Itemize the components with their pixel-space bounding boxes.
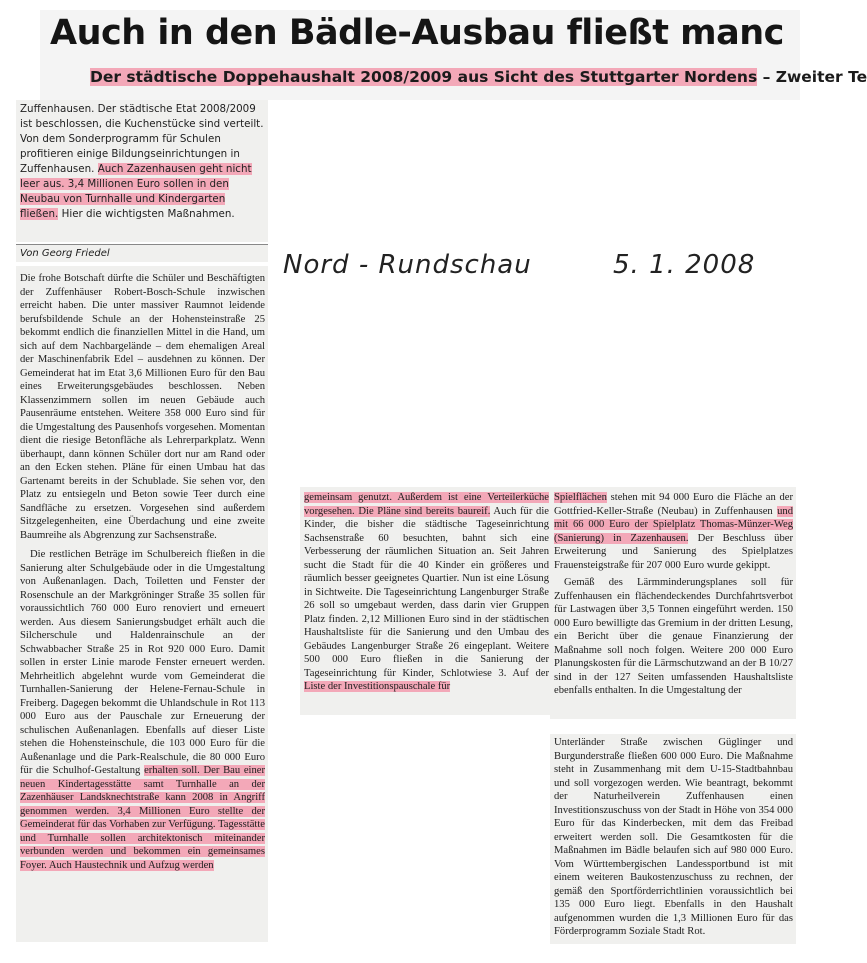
column3-paragraph-2: Gemäß des Lärmminderungsplanes soll für Zuffenhausen ein flächendeckendes Durchfahrtsverbot für Lastwagen über 3,5 Tonnen eingeführt werden. 150 000 Euro bewilligte das Gremium in der dritten Lesung, ein Bericht über die genaue Finanzierung der Maßnahme soll noch folgen. Weitere 200 000 Euro Planungskosten für die Lärmschutzwand an der B 10/27 sind in der 127 Seiten umfassenden Haushaltsliste ebenfalls enthalten. In die Umgestaltung der xyxy=(554,577,793,696)
column2-text: Auch für die Kinder, die bisher die städtische Tageseinrichtung Sachsenstraße 60 besuchten, bahnt sich eine Verbesserung der räumlichen Situation an. Seit Jahren sucht die Stadt für die 40 Kinder ein größeres und räumlich besser geeignetes Quartier. Nun ist eine Lösung in Sichtweite. Die Tageseinrichtung Langenburger Straße 26 soll so umgebaut werden, dass darin vier Gruppen Platz finden. 2,12 Millionen Euro sind in der städtischen Haushaltsliste für die Sanierung und den Umbau des Gebäudes Langenburger Straße 26 eingeplant. Weitere 500 000 Euro fließen in die Sanierung der Tageseinrichtung für Kinder, Schlotwiese 3. Auf der xyxy=(304,505,549,679)
article-column-3-top xyxy=(550,487,796,719)
article-column-2 xyxy=(300,487,552,715)
subheadline-highlight: Der städtische Doppehaushalt 2008/2009 aus Sicht des Stuttgarter Nordens xyxy=(90,68,758,86)
column3-bottom-paragraph: Unterländer Straße zwischen Güglinger und Burgunderstraße fließen 600 000 Euro. Die Maßnahme steht in Zusammenhang mit dem U-15-Stadtbahnbau und soll vorgezogen werden. Wie beantragt, bekommt der Naturheilverein Zuffenhausen einen Investitionszuschuss von der Stadt in Höhe von 354 000 Euro für das Kinderbecken, mit dem das Freibad erweitert werden soll. Die Gesamtkosten für die Maßnahmen im Bädle belaufen sich auf 980 000 Euro. Vom Württembergischen Landessportbund ist mit einem weiteren Baukostenzuschuss zu rechnen, der gemäß den Sportförderrichtlinien voraussichtlich bei 135 000 Euro liegt. Ebenfalls in den Haushalt aufgenommen wurden die 1,3 Millionen Euro für das Förderprogramm Soziale Stadt Rot. xyxy=(554,737,793,937)
column3-paragraph-1 xyxy=(550,487,796,572)
handwritten-date: 5. 1. 2008 xyxy=(613,250,756,280)
handwritten-note xyxy=(283,250,783,290)
lead-highlight: Auch Zazenhausen geht nicht leer aus. 3,4 Millionen Euro sollen in den Neubau von Turnhalle und Kindergarten fließen. xyxy=(20,163,252,220)
column2-highlight-1: gemeinsam genutzt. Außerdem ist eine Verteilerküche vorgesehen. Die Pläne sind bereits baureif. xyxy=(304,492,549,517)
lead-end: Hier die wichtigsten Maßnahmen. xyxy=(61,208,235,220)
subheadline-clipping xyxy=(40,62,867,100)
article-column-1 xyxy=(16,266,268,942)
column1-highlight: erhalten soll. Der Bau einer neuen Kindertagesstätte samt Turnhalle an der Zazenhäuser Landsknechtstraße kann 2008 in Angriff genommen werden. 3,4 Millionen Euro stellte der Gemeinderat für das Vorhaben zur Verfügung. Tagesstätte und Turnhalle sollen architektonisch miteinander verbunden werden und bekommen ein gemeinsames Foyer. Auch Haustechnik und Aufzug werden xyxy=(20,765,266,871)
article-column-3-bottom xyxy=(550,734,796,944)
handwritten-source: Nord - Rundschau xyxy=(283,250,532,280)
column1-paragraph-2 xyxy=(16,542,268,872)
column3-highlight-2: und mit 66 000 Euro der Spielplatz Thomas-Münzer-Weg (Sanierung) in Zazenhausen. xyxy=(554,505,793,544)
headline: Auch in den Bädle-Ausbau fließt manc xyxy=(50,13,784,53)
column3-text-2: Der Beschluss über Erweiterung und Sanierung des Spielplatzes Frauensteigstraße für 207 000 Euro wurde gekippt. xyxy=(554,532,793,571)
subheadline-rest: – Zweiter Te xyxy=(757,68,867,86)
column1-paragraph-1: Die frohe Botschaft dürfte die Schüler und Beschäftigten der Zuffenhäuser Robert-Bosch-Schule inzwischen erreicht haben. Die unter massiver Raumnot leidende berufsbildende Schule an der Hohensteinstraße 25 bekommt endlich die finanziellen Mittel in die Hand, um sich auf dem Nachbargelände – dem ehemaligen Areal der Maschinenfabrik Edel – ausdehnen zu können. Der Gemeinderat hat im Etat 3,6 Millionen Euro für den Bau eines Erweiterungsgebäudes beschlossen. Neben Klassenzimmern sollen im neuen Gebäude auch Pausenräume entstehen. Weitere 358 000 Euro sind für die Umgestaltung des Pausenhofs vorgesehen. Momentan dient die riesige Betonfläche als Lehrerparkplatz. Wenn überhaupt, dann können Schüler dort nur am Rand oder an den Ecken stehen. Pläne für einen Umbau hat das Gartenamt bereits in der Schublade. Sie sehen vor, den Platz zu entsiegeln und Beton sowie Teer durch eine Sandfläche zu ersetzen. Vorgesehen sind außerdem Sitzgelegenheiten, eine Überdachung und eine zweite Baumreihe als Abgrenzung zur Sachsenstraße. xyxy=(20,273,265,541)
column2-paragraph xyxy=(300,487,552,694)
byline: Von Georg Friedel xyxy=(16,244,268,262)
headline-clipping xyxy=(40,10,800,62)
column3-highlight-1: Spielflächen xyxy=(554,492,607,503)
column3-text-1: stehen mit 94 000 Euro die Fläche an der Gottfried-Keller-Straße (Neubau) in Zuffenhausen xyxy=(554,492,793,517)
subheadline xyxy=(90,68,867,86)
lead-text: Zuffenhausen. Der städtische Etat 2008/2009 ist beschlossen, die Kuchenstücke sind verteilt. Von dem Sonderprogramm für Schulen profitieren einige Bildungseinrichtungen in Zuffenhausen. xyxy=(20,103,264,175)
column1-paragraph-2-text: Die restlichen Beträge im Schulbereich fließen in die Sanierung alter Schulgebäude oder in die Umgestaltung von Außenanlagen. Dach, Toiletten und Fenster der Rosenschule an der Markgröninger Straße 35 sollen für voraussichtlich 760 000 Euro renoviert und erneuert werden. Aus diesem Sanierungsbudget erhält auch die Silcherschule und Haldenrainschule an der Schwabbacher Straße 25 in Rot 920 000 Euro. Damit sollen in erster Linie marode Fenster erneuert werden. Mehrheitlich abgelehnt wurde vom Gemeinderat die Turnhallen-Sanierung der Helene-Fernau-Schule in Freiberg. Dagegen bekommt die Uhlandschule in Rot 113 000 Euro aus der Pauschale zur Erneuerung der schulischen Außenanlagen. Ebenfalls auf dieser Liste stehen die Hohensteinschule, die 103 000 Euro für die Außenanlage und die Park-Realschule, die 80 000 Euro für die Schulhof-Gestaltung xyxy=(20,549,265,776)
column2-highlight-2: Liste der Investitionspauschale für xyxy=(304,681,451,692)
lead-paragraph xyxy=(16,100,268,242)
